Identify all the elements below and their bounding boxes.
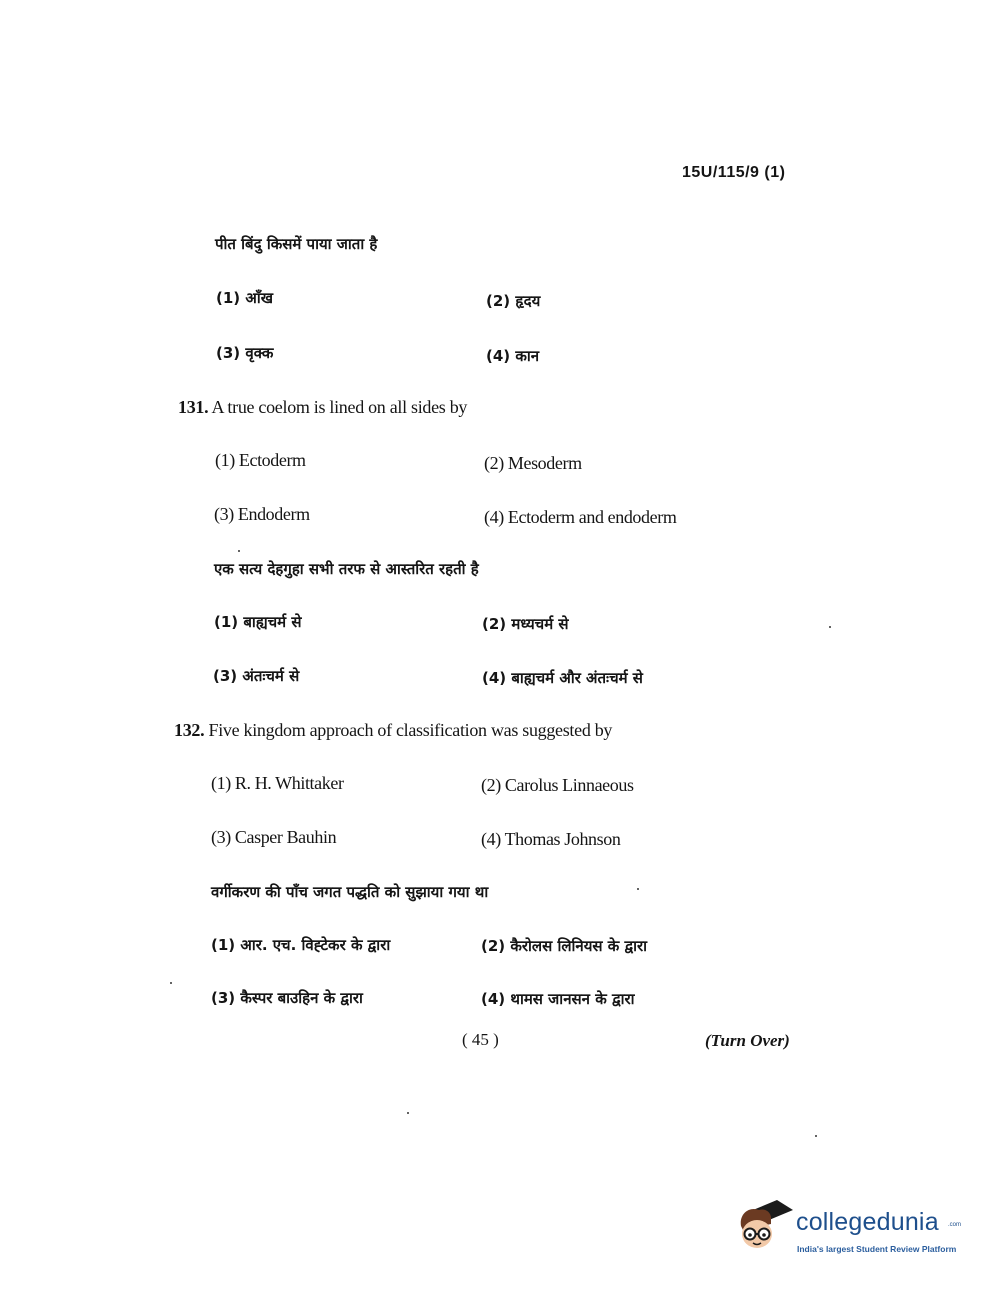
question-number: 132. — [174, 720, 205, 740]
option: (3) Endoderm — [214, 504, 310, 524]
option-hindi: (4) थामस जानसन के द्वारा — [481, 990, 635, 1008]
option-hindi: (1) बाह्यचर्म से — [214, 613, 302, 631]
question-text: A true coelom is lined on all sides by — [211, 397, 468, 417]
option-hindi: (4) कान — [486, 347, 540, 365]
option-hindi: (3) अंतःचर्म से — [213, 667, 300, 685]
option-hindi: (3) कैस्पर बाउहिन के द्वारा — [211, 989, 363, 1007]
collegedunia-logo — [735, 1196, 965, 1266]
option-hindi: (1) आँख — [216, 289, 273, 307]
logo-suffix: .com — [948, 1222, 962, 1228]
option: (2) Mesoderm — [484, 453, 582, 473]
scan-speck — [815, 1135, 817, 1137]
question-132 — [174, 720, 612, 741]
option: (3) Casper Bauhin — [211, 827, 337, 847]
question-hindi-text: वर्गीकरण की पाँच जगत पद्धति को सुझाया गया था — [211, 883, 489, 901]
logo-wordmark: collegedunia — [796, 1208, 939, 1236]
option-hindi: (1) आर. एच. विह्टेकर के द्वारा — [211, 936, 391, 954]
scan-speck — [407, 1112, 409, 1114]
turn-over-label: (Turn Over) — [705, 1031, 790, 1050]
page-number: ( 45 ) — [462, 1030, 499, 1049]
paper-code: 15U/115/9 (1) — [682, 164, 786, 181]
option-hindi: (3) वृक्क — [216, 344, 274, 362]
question-number: 131. — [178, 397, 209, 417]
logo-tagline: India's largest Student Review Platform — [797, 1244, 957, 1254]
option-hindi: (2) कैरोलस लिनियस के द्वारा — [481, 937, 648, 955]
scan-speck — [170, 982, 172, 984]
option: (1) Ectoderm — [215, 450, 306, 470]
option-hindi: (4) बाह्यचर्म और अंतःचर्म से — [482, 669, 643, 687]
option: (1) R. H. Whittaker — [211, 773, 344, 793]
option: (4) Thomas Johnson — [481, 829, 621, 849]
option: (2) Carolus Linnaeous — [481, 775, 634, 795]
question-hindi-text: पीत बिंदु किसमें पाया जाता है — [215, 235, 378, 253]
question-text: Five kingdom approach of classification was suggested by — [208, 720, 613, 740]
question-hindi-text: एक सत्य देहगुहा सभी तरफ से आस्तरित रहती है — [214, 560, 479, 578]
mascot-icon — [735, 1196, 795, 1256]
question-131 — [178, 397, 467, 418]
scan-speck — [238, 550, 240, 552]
scan-speck — [829, 626, 831, 628]
option-hindi: (2) हृदय — [486, 292, 541, 310]
option-hindi: (2) मध्यचर्म से — [482, 615, 569, 633]
option: (4) Ectoderm and endoderm — [484, 507, 677, 527]
scan-speck — [637, 888, 639, 890]
